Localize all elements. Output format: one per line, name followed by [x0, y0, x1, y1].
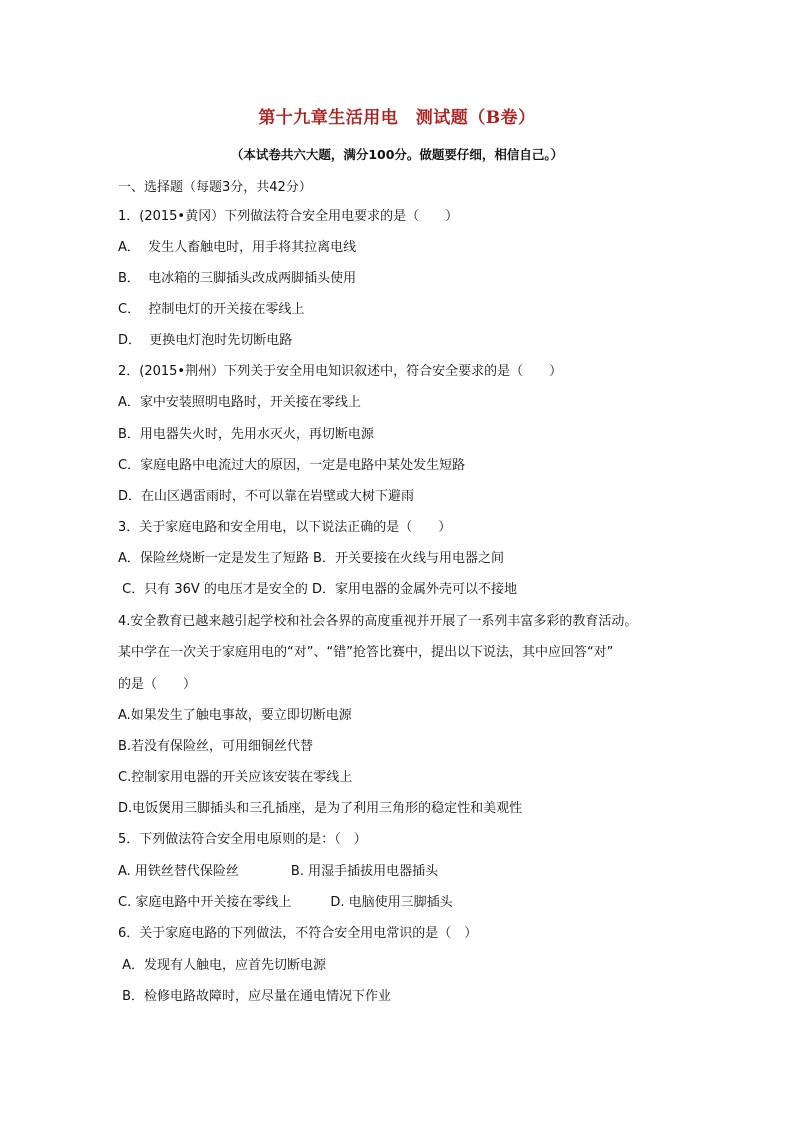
- section-heading: 一、选择题（每题3分，共42分）: [118, 180, 312, 195]
- question-1-option-c: C． 控制电灯的开关接在零线上: [118, 302, 305, 317]
- question-6-option-a: A．发现有人触电，应首先切断电源: [118, 958, 327, 973]
- question-5-options-cd: C. 家庭电路中开关接在零线上 D. 电脑使用三脚插头: [118, 895, 453, 910]
- question-1: 1．(2015•黄冈）下列做法符合安全用电要求的是（ ）: [118, 209, 459, 224]
- question-1-option-a: A． 发生人畜触电时，用手将其拉离电线: [118, 240, 357, 255]
- question-1-option-b: B． 电冰箱的三脚插头改成两脚插头使用: [118, 271, 357, 286]
- question-2-option-d: D．在山区遇雷雨时，不可以靠在岩壁或大树下避雨: [118, 489, 415, 504]
- page-title: 第十九章生活用电 测试题（B卷）: [258, 108, 536, 128]
- question-4-option-b: B.若没有保险丝，可用细铜丝代替: [118, 739, 314, 754]
- question-5: 5．下列做法符合安全用电原则的是：（ ）: [118, 832, 367, 847]
- question-6: 6．关于家庭电路的下列做法，不符合安全用电常识的是（ ）: [118, 926, 478, 941]
- page-subtitle: （本试卷共六大题，满分100分。做题要仔细，相信自己。）: [230, 147, 564, 162]
- question-4-line-2: 某中学在一次关于家庭用电的“对”、“错”抢答比赛中，提出以下说法，其中应回答“对”: [118, 645, 614, 660]
- question-2: 2．(2015•荆州）下列关于安全用电知识叙述中，符合安全要求的是（ ）: [118, 364, 563, 379]
- question-6-option-b: B．检修电路故障时，应尽量在通电情况下作业: [118, 989, 392, 1004]
- question-2-option-b: B．用电器失火时，先用水灭火，再切断电源: [118, 427, 374, 442]
- question-4-option-c: C.控制家用电器的开关应该安装在零线上: [118, 770, 353, 785]
- question-4-line-1: 4.安全教育已越来越引起学校和社会各界的高度重视并开展了一系列丰富多彩的教育活动。: [118, 614, 638, 629]
- question-2-option-a: A．家中安装照明电路时，开关接在零线上: [118, 395, 361, 410]
- question-4-option-a: A.如果发生了触电事故，要立即切断电源: [118, 708, 352, 723]
- question-1-option-d: D． 更换电灯泡时先切断电路: [118, 333, 293, 348]
- question-3-options-cd: C．只有 36V 的电压才是安全的 D．家用电器的金属外壳可以不接地: [118, 582, 518, 597]
- question-4-option-d: D.电饭煲用三脚插头和三孔插座，是为了利用三角形的稳定性和美观性: [118, 801, 523, 816]
- question-4-line-3: 的是（ ）: [118, 677, 197, 692]
- question-2-option-c: C．家庭电路中电流过大的原因，一定是电路中某处发生短路: [118, 458, 466, 473]
- question-3-options-ab: A．保险丝烧断一定是发生了短路 B．开关要接在火线与用电器之间: [118, 551, 504, 566]
- question-3: 3．关于家庭电路和安全用电，以下说法正确的是（ ）: [118, 520, 452, 535]
- question-5-options-ab: A. 用铁丝替代保险丝 B. 用湿手插拔用电器插头: [118, 864, 439, 879]
